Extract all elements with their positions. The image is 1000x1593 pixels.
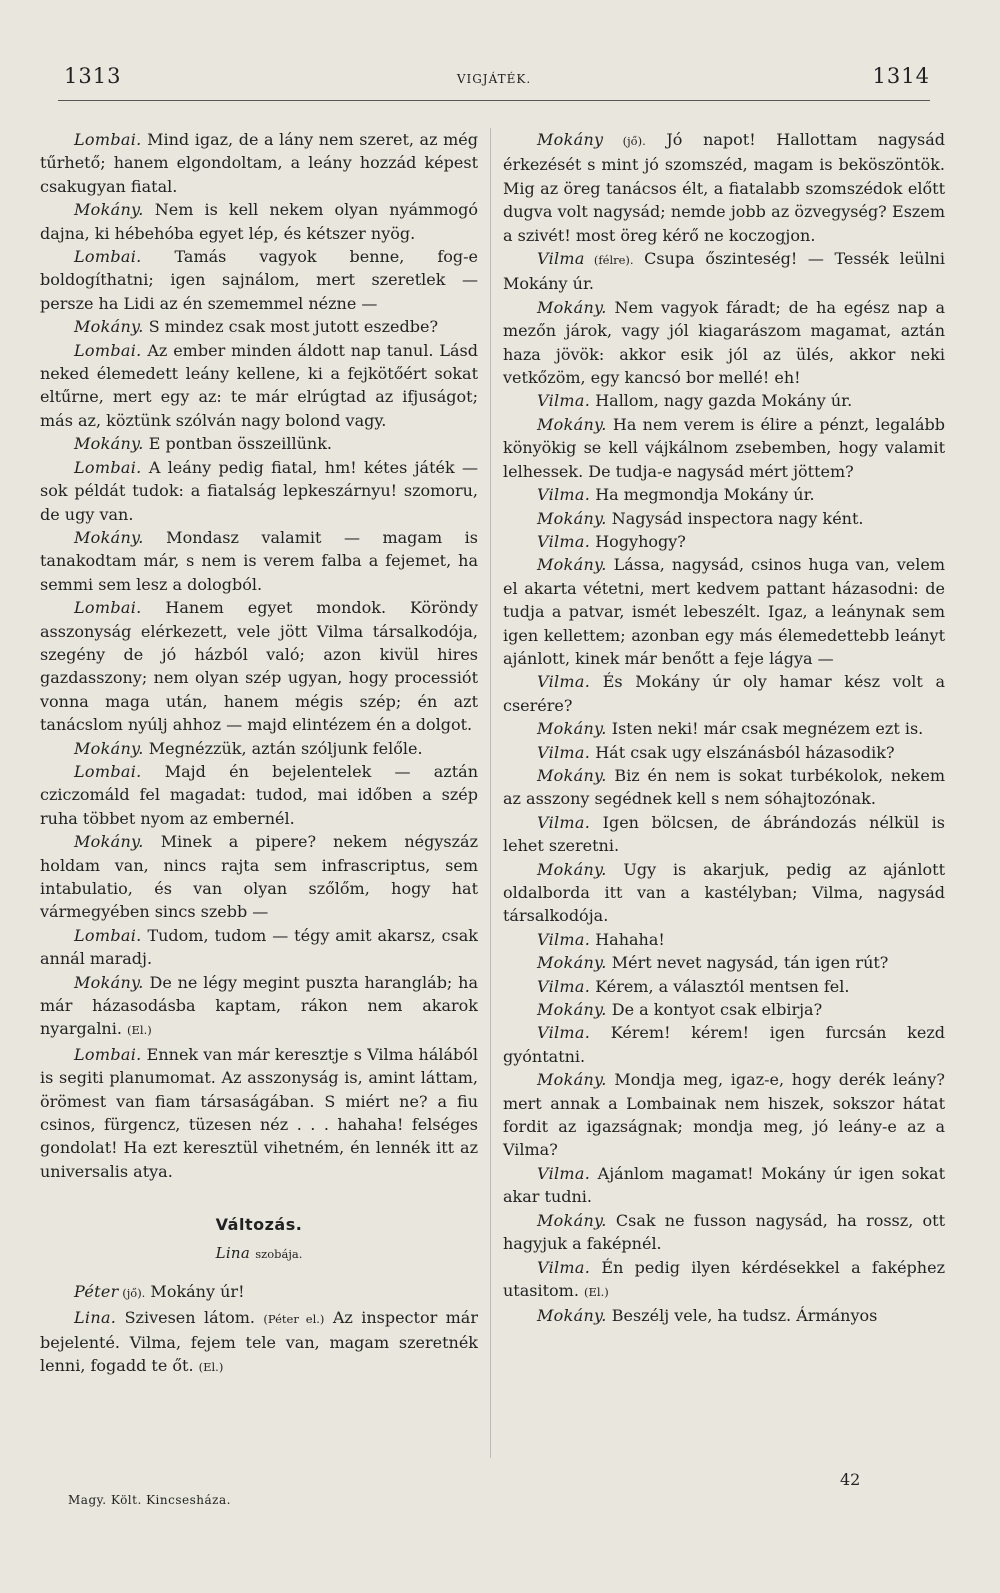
dialogue-text: Csupa őszinteség! — Tessék leülni Mokány úr. (503, 249, 946, 294)
dialogue-line (40, 198, 478, 245)
dialogue-line (503, 1209, 945, 1256)
stage-direction: (El.) (127, 1023, 152, 1038)
dialogue-line (503, 928, 945, 951)
speaker-name: Lina. (74, 1307, 117, 1327)
dialogue-line (503, 975, 945, 998)
dialogue-text: Mokány úr! (145, 1282, 245, 1302)
dialogue-text: Én pedig ilyen kérdésekkel a faképhez utasitom. (503, 1257, 945, 1300)
speaker-name: Mokány. (537, 1306, 607, 1326)
dialogue-line (503, 1304, 945, 1327)
signature-mark: 42 (840, 1470, 861, 1489)
right-column (503, 128, 945, 1328)
stage-direction: (El.) (584, 1284, 609, 1299)
dialogue-text: Ugy is akarjuk, pedig az ajánlott oldalborda itt van a kastélyban; Vilma, nagysád társalkodója. (503, 859, 945, 926)
dialogue-text: De a kontyot csak elbirja? (606, 1000, 823, 1020)
speaker-name: Lombai. (74, 761, 142, 781)
dialogue-line (503, 858, 945, 928)
speaker-name: Vilma. (537, 1257, 591, 1277)
column-divider (490, 128, 491, 1458)
dialogue-text: Nem is kell nekem olyan nyámmogó dajna, ki hébehóba egyet lép, és kétszer nyög. (40, 200, 478, 243)
dialogue-text: Kérem! kérem! igen furcsán kezd gyóntatni. (503, 1023, 945, 1066)
dialogue-line (503, 483, 945, 506)
stage-direction: (jő). (118, 1286, 146, 1301)
speaker-name: Mokány. (537, 859, 607, 879)
dialogue-text: Lássa, nagysád, csinos huga van, velem el akarta vétetni, mert kedvem pattant házasodni: de tudja a patvar, ismét lebeszélt. Igaz, a leánynak sem igen kellettem; azonban egy más élemedettebb leányt ajánlott, kinek már benőtt a feje lágya — (503, 555, 945, 668)
dialogue-text: Nem vagyok fáradt; de ha egész nap a mezőn járok, vagy jól kiagarászom magamat, aztán haza jövök: akkor esik jól az ülés, akkor neki vetkőzöm, egy kancsó bor mellé! eh! (503, 297, 945, 388)
speaker-name: Mokány. (537, 1210, 607, 1230)
dialogue-text: A leány pedig fiatal, hm! kétes játék — sok példát tudok: a fiatalság lepkeszárnyu! szomoru, de ugy van. (40, 457, 478, 524)
speaker-name: Vilma. (537, 672, 591, 692)
dialogue-line (503, 507, 945, 530)
speaker-name: Lombai. (74, 925, 142, 945)
page-header (58, 60, 930, 101)
speaker-name: Vilma. (537, 1163, 591, 1183)
speaker-name: Vilma. (537, 742, 591, 762)
speaker-name: Vilma. (537, 976, 591, 996)
stage-direction: (Péter el.) (263, 1311, 325, 1326)
speaker-name: Vilma. (537, 391, 591, 411)
dialogue-line (40, 1280, 478, 1305)
dialogue-text: Ajánlom magamat! Mokány úr igen sokat akar tudni. (503, 1163, 945, 1207)
dialogue-line (503, 128, 945, 247)
dialogue-line (503, 1021, 945, 1068)
dialogue-text: Beszélj vele, ha tudsz. Ármányos (606, 1306, 878, 1326)
dialogue-text: Mért nevet nagysád, tán igen rút? (606, 953, 889, 973)
dialogue-text: Igen bölcsen, de ábrándozás nélkül is lehet szeretni. (503, 812, 945, 856)
dialogue-text: Hát csak ugy elszánásból házasodik? (590, 742, 895, 762)
speaker-name: Mokány (537, 130, 604, 149)
scene-name: Lina (215, 1243, 251, 1262)
dialogue-line (40, 737, 478, 760)
speaker-name: Lombai. (74, 340, 142, 360)
dialogue-text: Tamás vagyok benne, fog-e boldogíthatni; igen sajnálom, mert szeretlek — persze ha Lidi az én szememmel nézne — (40, 247, 478, 313)
speaker-name: Mokány. (537, 508, 607, 528)
dialogue-line (40, 830, 478, 924)
dialogue-line (503, 1162, 945, 1209)
footer-collection-title: Magy. Költ. Kincsesháza. (68, 1493, 231, 1507)
scene-rest: szobája. (255, 1246, 303, 1261)
speaker-name: Lombai. (74, 457, 142, 477)
dialogue-line (503, 1068, 945, 1162)
speaker-name: Mokány. (537, 1000, 607, 1020)
dialogue-text: Kérem, a választól mentsen fel. (590, 976, 850, 996)
speaker-name: Vilma. (537, 485, 591, 505)
dialogue-text: Mind igaz, de a lány nem szeret, az még tűrhető; hanem elgondoltam, a leány hozzád képest csakugyan fiatal. (40, 130, 478, 196)
dialogue-text: Tudom, tudom — tégy amit akarsz, csak annál maradj. (40, 925, 478, 969)
dialogue-text: Az inspector már bejelenté. Vilma, fejem tele van, magam szeretnék lenni, fogadd te őt. (40, 1307, 478, 1376)
dialogue-line (40, 1043, 478, 1183)
dialogue-line (503, 764, 945, 811)
dialogue-text: Majd én bejelentelek — aztán cziczomáld fel magadat: tudod, mai időben a szép ruha többet nyom az embernél. (40, 761, 478, 828)
dialogue-text: S mindez csak most jutott eszedbe? (143, 317, 439, 337)
dialogue-line (40, 456, 478, 526)
dialogue-text: Ennek van már keresztje s Vilma hálából is segiti planumomat. Az asszonyság is, amint láttam, örömest van fiam társaságában. S miért ne? a fiu csinos, fürgencz, tüzesen néz . . . hahaha! felséges gondolat! Ha ezt keresztül vihetném, én lennék itt az universalis atya. (40, 1044, 478, 1181)
speaker-name: Mokány. (537, 719, 607, 739)
speaker-name: Mokány. (74, 200, 144, 220)
dialogue-text: Csak ne fusson nagysád, ha rossz, ott hagyjuk a faképnél. (503, 1210, 945, 1254)
speaker-name: Vilma. (537, 531, 591, 551)
speaker-name: Vilma. (537, 1023, 591, 1043)
dialogue-text: Az ember minden áldott nap tanul. Lásd neked élemedett leány kellene, ki a fejkötőért sokat eltűrne, mert egy az: te már elrúgtad az ifjuságot; más az, köztünk szólván nagy bolond vagy. (40, 340, 478, 430)
speaker-name: Mokány. (74, 434, 144, 454)
speaker-name: Mokány. (74, 317, 144, 337)
dialogue-text: Minek a pipere? nekem négyszáz holdam van, nincs rajta sem infrascriptus, sem intabulatio, és van olyan szőlőm, hogy hat vármegyében sincs szebb — (40, 832, 478, 922)
dialogue-text: Szivesen látom. (116, 1307, 264, 1327)
dialogue-text: De ne légy megint puszta harangláb; ha már házasodásba kaptam, rákon nem akarok nyargalni. (40, 972, 478, 1039)
dialogue-text: Nagysád inspectora nagy ként. (606, 508, 864, 528)
dialogue-line (503, 811, 945, 858)
dialogue-line (40, 128, 478, 198)
dialogue-text: Hallom, nagy gazda Mokány úr. (590, 391, 853, 411)
dialogue-line (503, 1256, 945, 1305)
stage-direction: (jő). (603, 134, 646, 148)
dialogue-text: Mondja meg, igaz-e, hogy derék leány? mert annak a Lombainak nem hiszek, sokszor hátat fordit az igazságnak; mondja meg, jó leány-e az a Vilma? (503, 1070, 945, 1160)
dialogue-line (40, 596, 478, 736)
speaker-name: Lombai. (74, 247, 142, 267)
scene-heading (40, 1241, 478, 1266)
dialogue-line (40, 924, 478, 971)
dialogue-line (40, 760, 478, 830)
dialogue-line (503, 389, 945, 412)
section-title: Változás. (215, 1215, 303, 1235)
speaker-name: Péter (74, 1282, 119, 1302)
dialogue-text: Hanem egyet mondok. Köröndy asszonyság elérkezett, vele jött Vilma társalkodója, szegény de jó házból való; azon kivül hires gazdasszony; nem olyan szép ugyan, hogy processiót vonna maga után, hanem mégis szép; én azt tanácslom nyúlj ahhoz — majd elintézem én a dolgot. (40, 598, 478, 735)
speaker-name: Mokány. (537, 414, 607, 434)
speaker-name: Vilma. (537, 812, 591, 832)
speaker-name: Mokány. (74, 738, 144, 758)
dialogue-line (40, 1306, 478, 1380)
dialogue-line (503, 296, 945, 390)
dialogue-line (503, 998, 945, 1021)
dialogue-line (40, 432, 478, 455)
dialogue-line (40, 971, 478, 1043)
speaker-name: Lombai. (74, 130, 142, 149)
dialogue-text: Ha nem verem is élire a pénzt, legalább könyökig se kell vájkálnom zsebemben, hogy valamit lelhessek. De tudja-e nagysád mért jöttem? (503, 414, 945, 481)
speaker-name: Mokány. (74, 527, 144, 547)
running-head: VIGJÁTÉK. (456, 72, 532, 86)
speaker-name: Mokány. (537, 1070, 607, 1090)
dialogue-line (40, 245, 478, 315)
dialogue-line (40, 315, 478, 338)
speaker-name: Mokány. (537, 953, 607, 973)
speaker-name: Vilma (537, 249, 585, 269)
dialogue-text: Jó napot! Hallottam nagysád érkezését s mint jó szomszéd, magam is beköszöntök. Mig az öreg tanácsos élt, a fiatalabb szomszédok előtt dugva volt nagysád; nemde jobb az özvegység? Eszem a szivét! most öreg kérő ne koczogjon. (503, 130, 946, 245)
stage-direction: (félre). (584, 253, 634, 268)
dialogue-text: Isten neki! már csak megnézem ezt is. (606, 719, 924, 739)
speaker-name: Vilma. (537, 929, 591, 949)
dialogue-line (503, 530, 945, 553)
speaker-name: Mokány. (537, 555, 607, 575)
dialogue-text: Biz én nem is sokat turbékolok, nekem az asszony segédnek kell s nem sóhajtozónak. (503, 765, 945, 809)
speaker-name: Mokány. (74, 832, 144, 852)
speaker-name: Mokány. (537, 765, 607, 785)
stage-direction: (El.) (198, 1360, 224, 1375)
dialogue-line (40, 526, 478, 596)
dialogue-text: Ha megmondja Mokány úr. (590, 485, 815, 505)
dialogue-line (40, 339, 478, 433)
dialogue-line (503, 951, 945, 974)
speaker-name: Lombai. (74, 1044, 142, 1064)
speaker-name: Lombai. (74, 598, 142, 618)
left-page-number: 1313 (64, 64, 122, 88)
dialogue-line (503, 553, 945, 670)
left-column (40, 128, 478, 1380)
dialogue-line (503, 717, 945, 740)
dialogue-text: E pontban összeillünk. (143, 434, 332, 454)
right-page-number: 1314 (872, 64, 930, 88)
dialogue-line (503, 247, 945, 296)
dialogue-line (503, 670, 945, 717)
dialogue-line (503, 741, 945, 764)
speaker-name: Mokány. (74, 972, 144, 992)
dialogue-line (503, 413, 945, 483)
dialogue-text: Megnézzük, aztán szóljunk felőle. (143, 738, 423, 758)
dialogue-text: Mondasz valamit — magam is tanakodtam már, s nem is verem falba a fejemet, ha semmi sem lesz a dologból. (40, 527, 478, 594)
dialogue-text: És Mokány úr oly hamar kész volt a cserére? (503, 672, 945, 715)
speaker-name: Mokány. (537, 297, 607, 317)
dialogue-text: Hogyhogy? (590, 531, 686, 551)
dialogue-text: Hahaha! (590, 929, 665, 949)
